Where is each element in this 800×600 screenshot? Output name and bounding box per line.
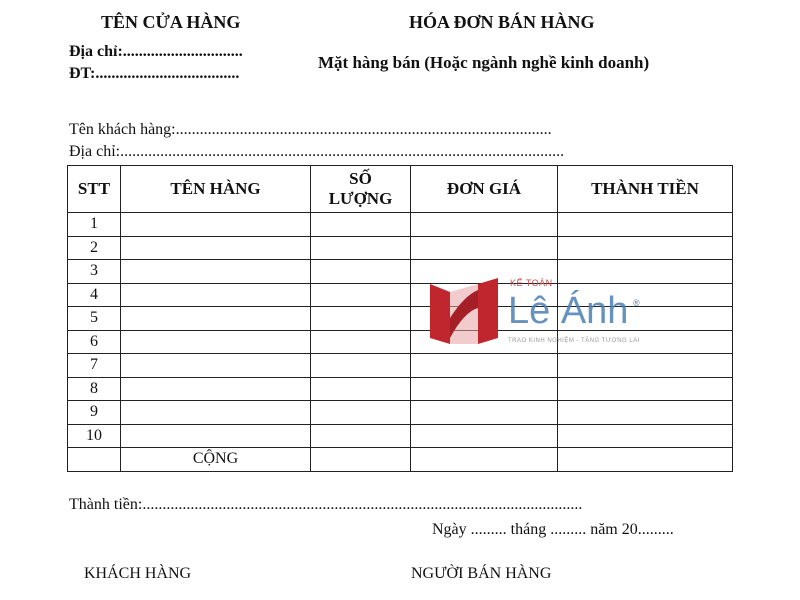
cell-item-name xyxy=(121,377,311,401)
table-row xyxy=(68,401,733,425)
table-row xyxy=(68,354,733,378)
row-number: 1 xyxy=(68,213,121,237)
cell-amount xyxy=(558,377,733,401)
watermark-logo xyxy=(428,278,658,350)
total-empty-cell xyxy=(68,448,121,472)
cell-quantity xyxy=(311,236,411,260)
logo-tagline: TRAO KINH NGHIỆM - TẶNG TƯƠNG LAI xyxy=(508,338,640,344)
cell-quantity xyxy=(311,283,411,307)
logo-brand-name: Lê Ánh xyxy=(508,290,629,332)
cell-quantity xyxy=(311,401,411,425)
customer-name-line: Tên khách hàng:.............................................................................................. xyxy=(69,121,552,138)
cell-item-name xyxy=(121,260,311,284)
header-quantity-line1: SỐ xyxy=(349,169,372,188)
row-number: 10 xyxy=(68,424,121,448)
header-amount: THÀNH TIỀN xyxy=(558,166,733,213)
cell-unit-price xyxy=(411,401,558,425)
cell-item-name xyxy=(121,401,311,425)
cell-item-name xyxy=(121,307,311,331)
store-name: TÊN CỬA HÀNG xyxy=(101,12,241,32)
cell-item-name xyxy=(121,236,311,260)
goods-line: Mặt hàng bán (Hoặc ngành nghề kinh doanh) xyxy=(318,53,650,72)
row-number: 8 xyxy=(68,377,121,401)
table-row xyxy=(68,213,733,237)
logo-registered-mark: ® xyxy=(633,298,640,308)
cell-unit-price xyxy=(411,377,558,401)
cell-quantity xyxy=(311,354,411,378)
store-phone-line: ĐT:.................................... xyxy=(69,65,240,82)
cell-item-name xyxy=(121,213,311,237)
cell-amount xyxy=(558,213,733,237)
total-amount-cell xyxy=(558,448,733,472)
cell-quantity xyxy=(311,330,411,354)
table-row xyxy=(68,377,733,401)
header-stt: STT xyxy=(68,166,121,213)
store-address-line: Địa chỉ:.............................. xyxy=(69,43,243,60)
total-quantity-cell xyxy=(311,448,411,472)
row-number: 4 xyxy=(68,283,121,307)
table-row xyxy=(68,424,733,448)
customer-address-line: Địa chỉ:............................................................................................................... xyxy=(69,143,565,160)
row-number: 3 xyxy=(68,260,121,284)
cell-amount xyxy=(558,236,733,260)
total-unit-price-cell xyxy=(411,448,558,472)
cell-amount xyxy=(558,354,733,378)
row-number: 2 xyxy=(68,236,121,260)
cell-amount xyxy=(558,401,733,425)
cell-unit-price xyxy=(411,213,558,237)
total-label: CỘNG xyxy=(121,448,311,472)
row-number: 9 xyxy=(68,401,121,425)
row-number: 7 xyxy=(68,354,121,378)
invoice-title: HÓA ĐƠN BÁN HÀNG xyxy=(409,12,595,32)
cell-unit-price xyxy=(411,424,558,448)
cell-quantity xyxy=(311,377,411,401)
row-number: 5 xyxy=(68,307,121,331)
cell-amount xyxy=(558,424,733,448)
table-header-row xyxy=(68,166,733,213)
cell-item-name xyxy=(121,354,311,378)
header-quantity-line2: LƯỢNG xyxy=(328,189,393,208)
cell-quantity xyxy=(311,307,411,331)
logo-small-text: KẾ TOÁN xyxy=(510,278,553,288)
row-number: 6 xyxy=(68,330,121,354)
cell-quantity xyxy=(311,213,411,237)
logo-emblem-icon xyxy=(428,278,500,350)
header-item-name: TÊN HÀNG xyxy=(121,166,311,213)
date-line: Ngày ......... tháng ......... năm 20......... xyxy=(432,521,674,538)
customer-signature-label: KHÁCH HÀNG xyxy=(84,565,192,582)
seller-signature-label: NGƯỜI BÁN HÀNG xyxy=(411,565,552,582)
cell-quantity xyxy=(311,260,411,284)
cell-quantity xyxy=(311,424,411,448)
cell-item-name xyxy=(121,424,311,448)
table-row xyxy=(68,236,733,260)
cell-item-name xyxy=(121,283,311,307)
cell-unit-price xyxy=(411,354,558,378)
amount-in-words-line: Thành tiền:.............................................................................................................. xyxy=(69,496,583,513)
total-row xyxy=(68,448,733,472)
header-quantity xyxy=(311,166,411,213)
cell-unit-price xyxy=(411,236,558,260)
header-unit-price: ĐƠN GIÁ xyxy=(411,166,558,213)
cell-item-name xyxy=(121,330,311,354)
